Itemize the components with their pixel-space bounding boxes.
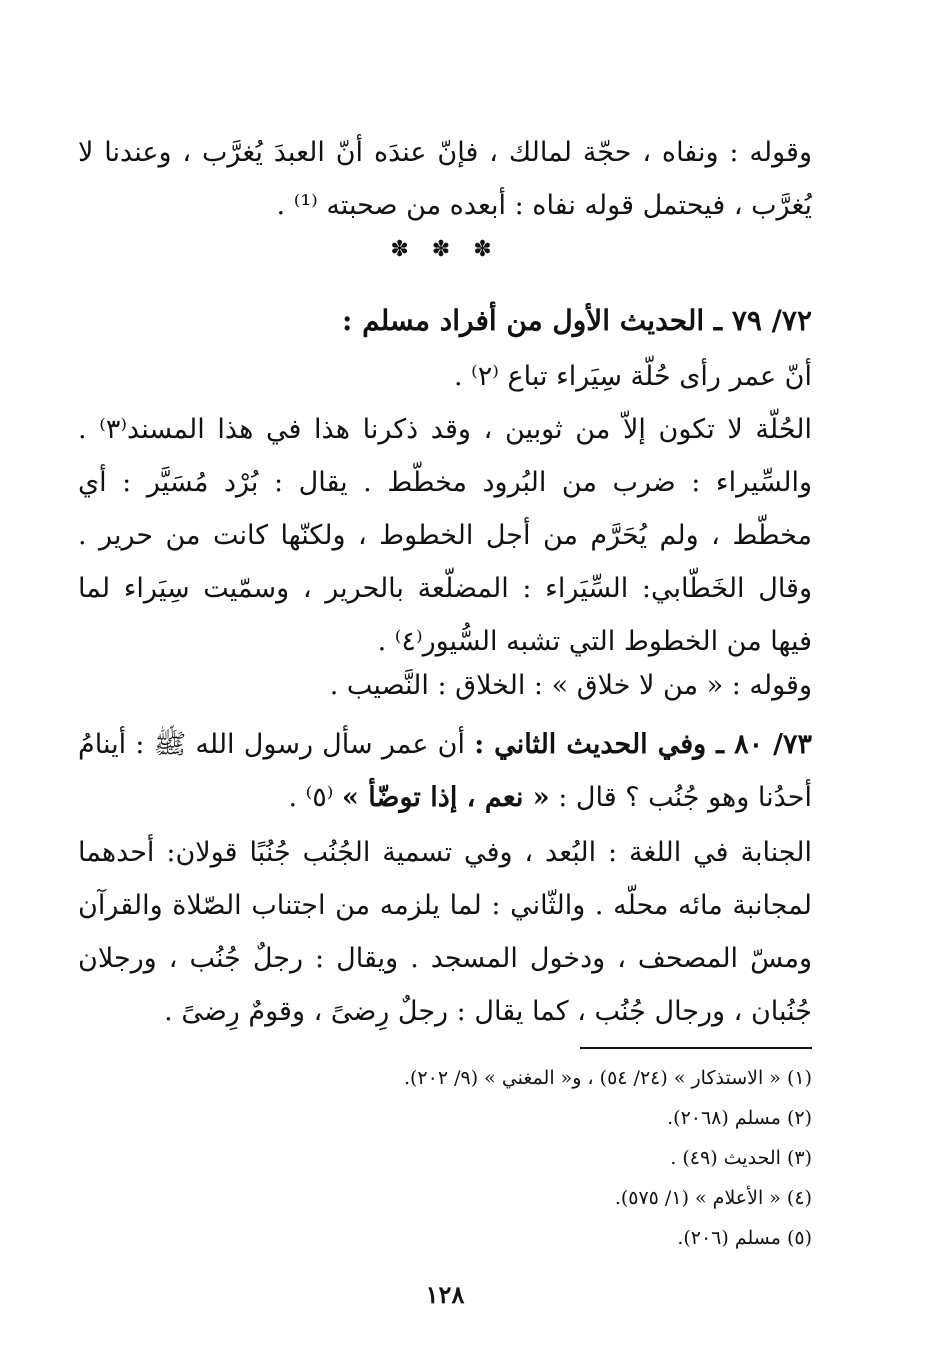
paragraph-hadith-text: أنّ عمر رأى حُلّة سِيَراء تباع ⁽٢⁾ . (453, 361, 812, 392)
footnote-item: (١) « الاستذكار » (٢٤/ ٥٤) ، و« المغني » (٩/ ٢٠٢). (403, 1067, 812, 1089)
hadith-73-text: أن عمر سأل رسول الله ﷺ : أينامُ أحدُنا وهو جُنُب ؟ قال : (78, 729, 812, 813)
paragraph-janaba-explanation: الجنابة في اللغة : البُعد ، وفي تسمية الجُنُب جُنُبًا قولان: أحدهما لمجانبة مائه محلّه . والثّاني : لما يلزمه من اجتناب الصّلاة والقرآن ومسّ المصحف ، ودخول المسجد . ويقال : رجلٌ جُنُب ، ورجلان جُنُبان ، ورجال جُنُب ، كما يقال : رجلٌ رِضىً ، وقومٌ رِضىً . (78, 837, 812, 1027)
section-heading-hadith-72: ٧٢/ ٧٩ ـ الحديث الأول من أفراد مسلم : (342, 304, 812, 337)
footnote-item: (٢) مسلم (٢٠٦٨). (667, 1107, 812, 1129)
paragraph-commentary-exile: وقوله : ونفاه ، حجّة لمالك ، فإنّ عندَه أنّ العبدَ يُغرَّب ، وعندنا لا يُغرَّب ، فيحتمل قوله نفاه : أبعده من صحبته ⁽¹⁾ . (78, 137, 812, 221)
footnote-item: (٥) مسلم (٢٠٦). (677, 1227, 812, 1249)
footnote-divider (580, 1047, 812, 1049)
hadith-73-label: ٧٣/ ٨٠ ـ وفي الحديث الثاني : (474, 729, 813, 760)
footnotes-list (78, 1058, 812, 1258)
hadith-73-footnote-ref: ⁽٥⁾ . (288, 782, 343, 813)
paragraph-hadith-73 (78, 718, 812, 824)
footnote-item: (٤) « الأعلام » (١/ ٥٧٥). (614, 1187, 812, 1209)
paragraph-hulla-explanation: الحُلّة لا تكون إلاّ من ثوبين ، وقد ذكرنا هذا في هذا المسند⁽٣⁾ . والسِّيراء : ضرب من البُرود مخطّط . يقال : بُرْد مُسَيَّر : أي مخطّط ، ولم يُحَرَّم من أجل الخطوط ، ولكنّها كانت من حرير . وقال الخَطّابي: السِّيَراء : المضلّعة بالحرير ، وسمّيت سِيَراء لما فيها من الخطوط التي تشبه السُّيور⁽٤⁾ . (78, 414, 812, 657)
section-separator-stars: ✽ ✽ ✽ (390, 237, 500, 262)
paragraph-khalaq: وقوله : « من لا خلاق » : الخلاق : النَّصيب . (329, 670, 812, 701)
book-page (78, 0, 812, 1360)
hadith-73-answer: « نعم ، إذا توضّأ » (342, 782, 550, 813)
page-number: ١٢٨ (425, 1280, 465, 1309)
footnote-item: (٣) الحديث (٤٩) . (670, 1147, 812, 1169)
